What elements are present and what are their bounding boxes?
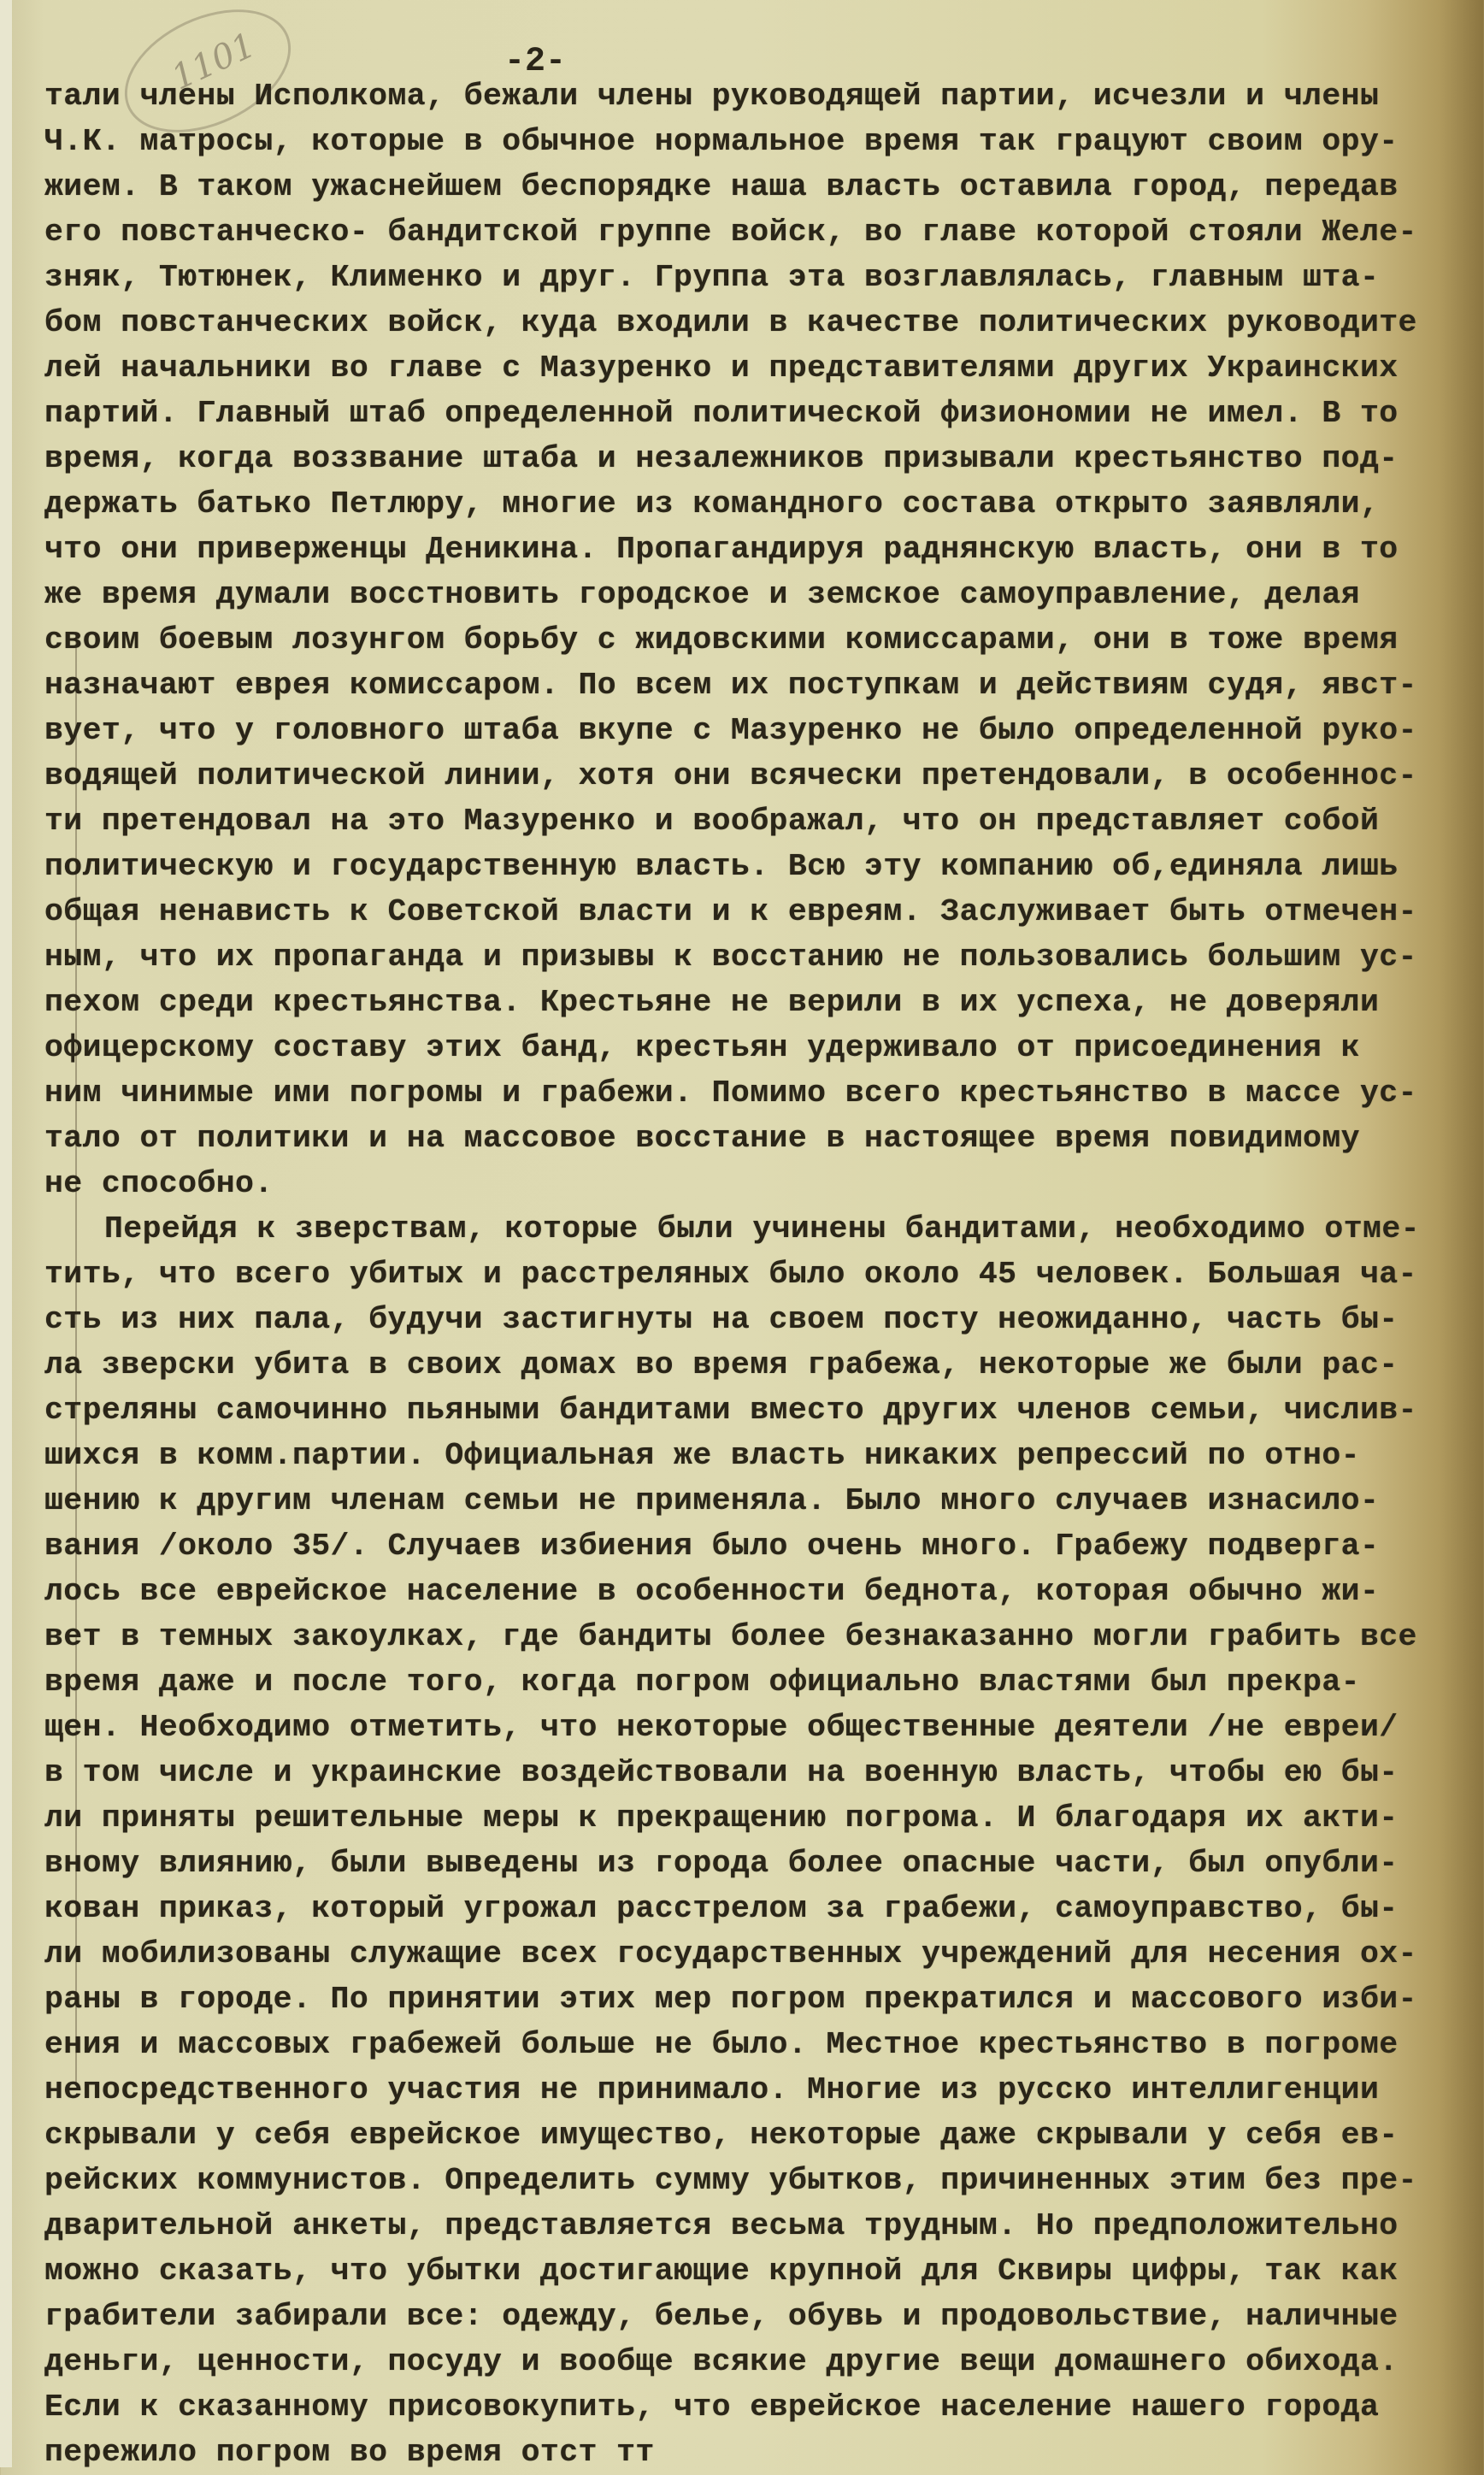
text-line: ным, что их пропаганда и призывы к восстанию не пользовались большим ус- [44, 940, 1417, 975]
text-line: скрывали у себя еврейское имущество, некоторые даже скрывали у себя ев- [44, 2118, 1399, 2153]
text-line: зняк, Тютюнек, Клименко и друг. Группа эта возглавлялась, главным шта- [44, 260, 1380, 295]
text-line: же время думали восстновить городское и земское самоуправление, делая [44, 577, 1360, 612]
text-line: рейских коммунистов. Определить сумму убытков, причиненных этим без пре- [44, 2163, 1417, 2198]
text-line: ти претендовал на это Мазуренко и воображал, что он представляет собой [44, 804, 1380, 839]
text-line: ли мобилизованы служащие всех государственных учреждений для несения ох- [44, 1936, 1417, 1971]
text-line: Ч.К. матросы, которые в обычное нормальное время так грацуют своим ору- [44, 124, 1399, 159]
text-line: сть из них пала, будучи застигнуты на своем посту неожиданно, часть бы- [44, 1302, 1399, 1337]
text-line: вному влиянию, были выведены из города более опасные части, был опубли- [44, 1846, 1399, 1881]
text-line: его повстанческо- бандитской группе войск, во главе которой стояли Желе- [44, 215, 1417, 250]
text-line: ения и массовых грабежей больше не было. Местное крестьянство в погроме [44, 2027, 1399, 2062]
text-line: ли приняты решительные меры к прекращению погрома. И благодаря их акти- [44, 1800, 1399, 1836]
text-line: время даже и после того, когда погром официально властями был прекра- [44, 1665, 1360, 1700]
text-line: тали члены Исполкома, бежали члены руководящей партии, исчезли и члены [44, 79, 1380, 114]
text-line: офицерскому составу этих банд, крестьян удерживало от присоединения к [44, 1030, 1360, 1065]
text-line: грабители забирали все: одежду, белье, обувь и продовольствие, наличные [44, 2299, 1399, 2334]
text-line: деньги, ценности, посуду и вообще всякие другие вещи домашнего обихода. [44, 2344, 1399, 2379]
text-line: дварительной анкеты, представляется весьма трудным. Но предположительно [44, 2208, 1399, 2243]
document-body [44, 74, 1446, 2475]
page-number: -2- [504, 43, 567, 81]
text-line: держать батько Петлюру, многие из командного состава открыто заявляли, [44, 486, 1380, 522]
text-line: время, когда воззвание штаба и незалежников призывали крестьянство под- [44, 441, 1399, 476]
text-line: раны в городе. По принятии этих мер погром прекратился и массового изби- [44, 1982, 1417, 2017]
page-edge [0, 0, 12, 2467]
text-line: вует, что у головного штаба вкупе с Мазуренко не было определенной руко- [44, 713, 1417, 748]
text-line: назначают еврея комиссаром. По всем их поступкам и действиям судя, явст- [44, 668, 1417, 703]
text-line: можно сказать, что убытки достигающие крупной для Сквиры цифры, так как [44, 2254, 1399, 2289]
text-line: непосредственного участия не принимало. Многие из русско интеллигенции [44, 2072, 1380, 2107]
text-line: пехом среди крестьянства. Крестьяне не верили в их успеха, не доверяли [44, 985, 1380, 1020]
text-line: жием. В таком ужаснейшем беспорядке наша власть оставила город, передав [44, 169, 1399, 204]
text-line: лей начальники во главе с Мазуренко и представителями других Украинских [44, 351, 1399, 386]
text-line: кован приказ, который угрожал расстрелом за грабежи, самоуправство, бы- [44, 1891, 1399, 1926]
text-line: шению к другим членам семьи не применяла. Было много случаев изнасило- [44, 1483, 1380, 1518]
text-line: тало от политики и на массовое восстание в настоящее время повидимому [44, 1121, 1360, 1156]
text-line: партий. Главный штаб определенной политической физиономии не имел. В то [44, 396, 1399, 431]
text-line: бом повстанческих войск, куда входили в качестве политических руководите [44, 305, 1417, 340]
text-line: щен. Необходимо отметить, что некоторые общественные деятели /не евреи/ [44, 1710, 1399, 1745]
text-line: политическую и государственную власть. Всю эту компанию об,единяла лишь [44, 849, 1399, 884]
text-line: Перейдя к зверствам, которые были учинены бандитами, необходимо отме- [104, 1211, 1420, 1246]
text-line: ним чинимые ими погромы и грабежи. Помимо всего крестьянство в массе ус- [44, 1075, 1417, 1111]
text-line: ла зверски убита в своих домах во время грабежа, некоторые же были рас- [44, 1347, 1399, 1382]
text-line: своим боевым лозунгом борьбу с жидовскими комиссарами, они в тоже время [44, 622, 1399, 657]
text-line: не способно. [44, 1166, 274, 1201]
text-line: пережило погром во время отст тт [44, 2435, 655, 2470]
text-line: вания /около 35/. Случаев избиения было очень много. Грабежу подверга- [44, 1529, 1380, 1564]
text-line: лось все еврейское население в особенности беднота, которая обычно жи- [44, 1574, 1380, 1609]
text-line: Если к сказанному присовокупить, что еврейское население нашего города [44, 2390, 1380, 2425]
text-line: вет в темных закоулках, где бандиты более безнаказанно могли грабить все [44, 1619, 1417, 1654]
text-line: тить, что всего убитых и расстреляных было около 45 человек. Большая ча- [44, 1257, 1417, 1292]
text-line: в том числе и украинские воздействовали на военную власть, чтобы ею бы- [44, 1755, 1399, 1790]
text-line: водящей политической линии, хотя они всячески претендовали, в особеннос- [44, 758, 1417, 793]
text-line: стреляны самочинно пьяными бандитами вместо других членов семьи, числив- [44, 1393, 1417, 1428]
text-line: общая ненависть к Советской власти и к евреям. Заслуживает быть отмечен- [44, 894, 1417, 929]
text-line: шихся в комм.партии. Официальная же власть никаких репрессий по отно- [44, 1438, 1360, 1473]
text-line: что они приверженцы Деникина. Пропагандируя раднянскую власть, они в то [44, 532, 1399, 567]
stamp-number: 1101 [166, 25, 262, 98]
